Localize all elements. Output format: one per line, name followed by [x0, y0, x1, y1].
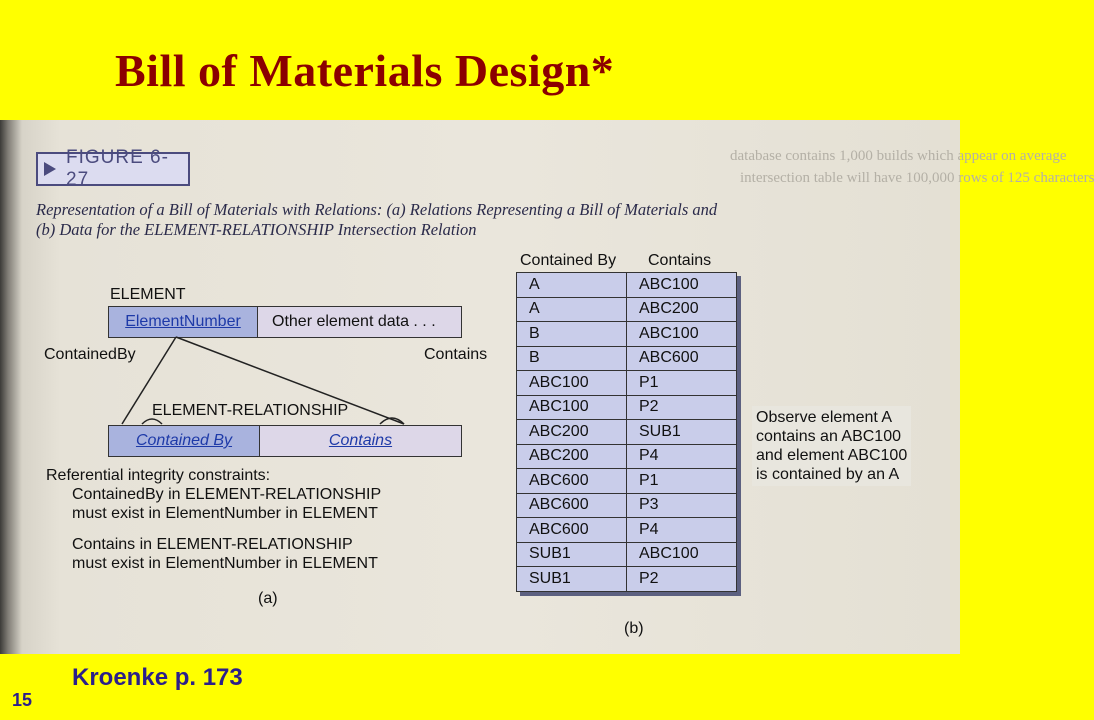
constraints-heading: Referential integrity constraints:	[46, 467, 271, 484]
table-row	[517, 273, 737, 298]
table-row	[517, 395, 737, 420]
col-header-contained-by: Contained By	[520, 252, 617, 269]
contained-by-cell: ABC200	[517, 444, 627, 469]
contains-field: Contains	[328, 432, 393, 449]
contains-cell: ABC100	[627, 542, 737, 567]
contained-by-cell: ABC600	[517, 518, 627, 543]
table-row	[517, 322, 737, 347]
element-number-field: ElementNumber	[109, 307, 258, 337]
source-reference: Kroenke p. 173	[72, 664, 243, 691]
contained-by-cell: A	[517, 297, 627, 322]
part-a-label: (a)	[258, 590, 278, 607]
contains-cell: ABC200	[627, 297, 737, 322]
contained-by-field: Contained By	[109, 426, 260, 456]
rule-2-line-2: must exist in ElementNumber in ELEMENT	[72, 555, 378, 572]
table-row	[517, 444, 737, 469]
table-row	[517, 469, 737, 494]
integrity-constraints	[46, 466, 381, 573]
contains-cell: SUB1	[627, 420, 737, 445]
rule-1-line-2: must exist in ElementNumber in ELEMENT	[72, 505, 378, 522]
contains-cell: P2	[627, 567, 737, 592]
contains-cell: P1	[627, 371, 737, 396]
contains-link-label: Contains	[424, 346, 488, 363]
textbook-scan: database contains 1,000 builds which appear on average intersection table will have 100,000 rows of 125 characters	[0, 120, 960, 654]
part-b-label: (b)	[624, 620, 644, 637]
contained-by-cell: SUB1	[517, 567, 627, 592]
contained-by-cell: ABC600	[517, 493, 627, 518]
table-row	[517, 346, 737, 371]
contains-cell: P3	[627, 493, 737, 518]
table-row	[517, 542, 737, 567]
contains-cell: P2	[627, 395, 737, 420]
contained-by-cell: ABC100	[517, 395, 627, 420]
contained-by-cell: B	[517, 346, 627, 371]
table-row	[517, 518, 737, 543]
other-element-data-field: Other element data . . .	[272, 313, 436, 330]
contained-by-cell: ABC600	[517, 469, 627, 494]
contained-by-cell: ABC100	[517, 371, 627, 396]
contained-by-link-label: ContainedBy	[44, 346, 136, 363]
contains-cell: P4	[627, 518, 737, 543]
figure-caption: Representation of a Bill of Materials with Relations: (a) Relations Representing a Bill of Materials and (b) Data for the ELEMENT-RELATIONSHIP Intersection Relation	[36, 200, 718, 239]
table-row	[517, 297, 737, 322]
table-row	[517, 420, 737, 445]
figure-tag: FIGURE 6-27	[36, 152, 190, 186]
contains-cell: P1	[627, 469, 737, 494]
col-header-contains: Contains	[648, 252, 712, 269]
observation-note: Observe element A contains an ABC100 and element ABC100 is contained by an A	[752, 406, 911, 486]
contains-cell: ABC100	[627, 273, 737, 298]
contains-cell: P4	[627, 444, 737, 469]
table-row	[517, 567, 737, 592]
contains-cell: ABC100	[627, 322, 737, 347]
contains-cell: ABC600	[627, 346, 737, 371]
slide-title: Bill of Materials Design*	[115, 45, 615, 96]
contained-by-cell: SUB1	[517, 542, 627, 567]
rule-2-line-1: Contains in ELEMENT-RELATIONSHIP	[72, 536, 353, 553]
element-relationship-box	[108, 425, 462, 457]
element-relation-label: ELEMENT	[110, 286, 186, 303]
page-number: 15	[12, 690, 33, 710]
rule-1-line-1: ContainedBy in ELEMENT-RELATIONSHIP	[72, 486, 382, 503]
table-row	[517, 371, 737, 396]
table-row	[517, 493, 737, 518]
element-relationship-label: ELEMENT-RELATIONSHIP	[152, 402, 349, 419]
contained-by-cell: B	[517, 322, 627, 347]
intersection-data-table	[516, 272, 737, 592]
contained-by-cell: A	[517, 273, 627, 298]
contained-by-cell: ABC200	[517, 420, 627, 445]
